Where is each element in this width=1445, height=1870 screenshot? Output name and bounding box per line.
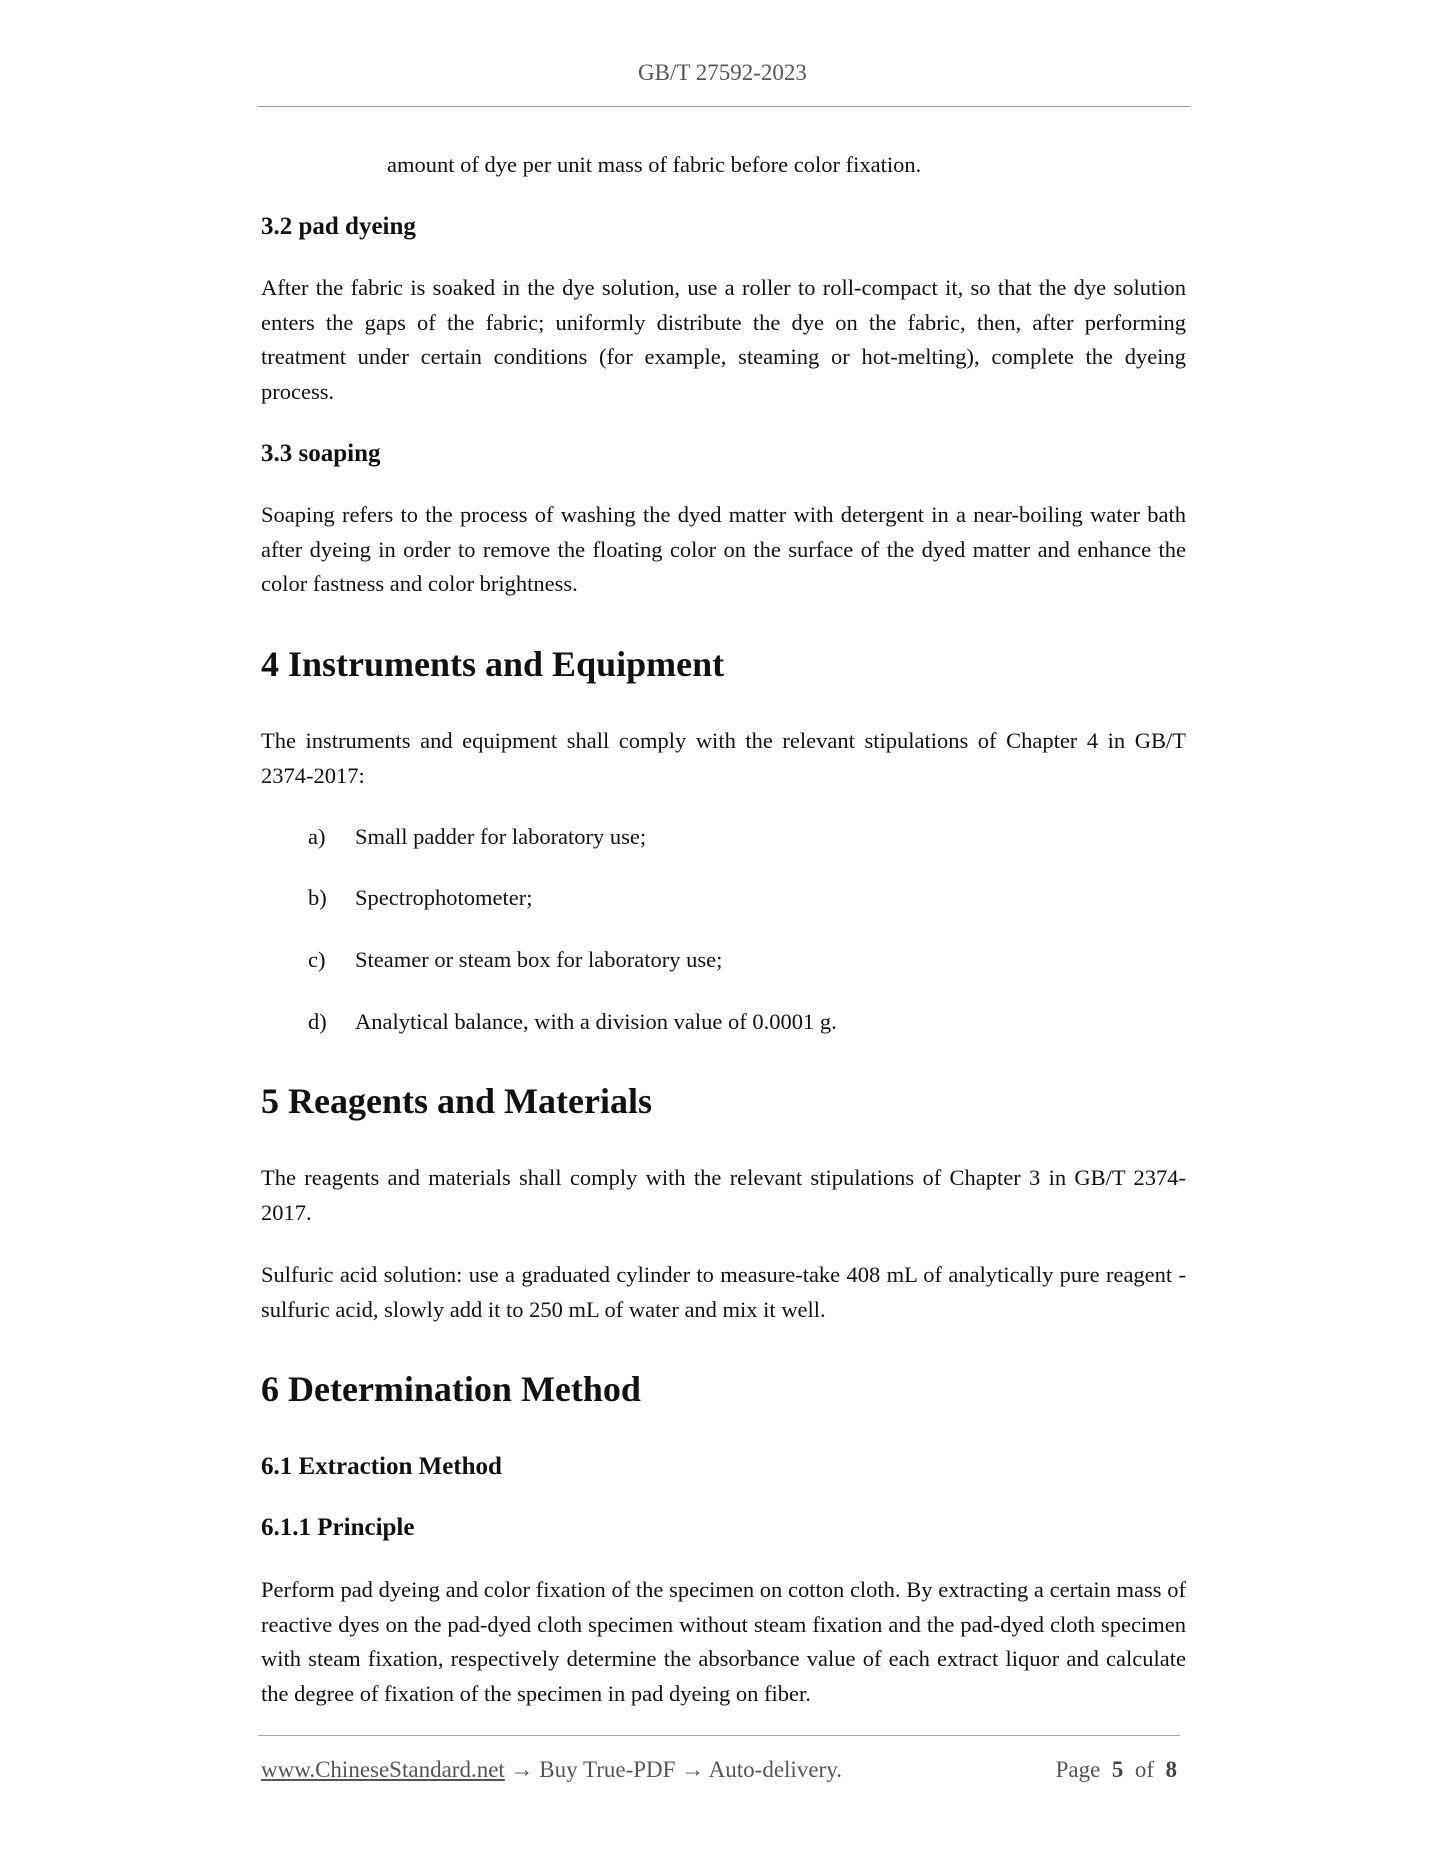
- list-label-b: b): [308, 885, 327, 910]
- page-total: 8: [1165, 1757, 1177, 1782]
- document-header: GB/T 27592-2023: [638, 60, 807, 85]
- arrow-right-icon: →: [681, 1757, 705, 1782]
- page-word: Page: [1055, 1757, 1101, 1782]
- section-4-text: The instruments and equipment shall comply with the relevant stipulations of Chapter 4 in GB/T 2374-2017:: [261, 728, 1186, 788]
- footer-delivery: Auto-delivery.: [708, 1757, 842, 1782]
- section-5-text-2: Sulfuric acid solution: use a graduated cylinder to measure-take 408 mL of analytically pure reagent - sulfuric acid, slowly add it to 250 mL of water and mix it well.: [261, 1262, 1186, 1322]
- of-word: of: [1134, 1757, 1154, 1782]
- section-5-heading: 5 Reagents and Materials: [261, 1081, 652, 1121]
- section-6-heading: 6 Determination Method: [261, 1369, 641, 1409]
- section-6-1-heading: 6.1 Extraction Method: [261, 1453, 502, 1480]
- list-item-d: Analytical balance, with a division value of 0.0001 g.: [355, 1009, 837, 1034]
- footer-divider: [258, 1735, 1180, 1736]
- section-5-text-1: The reagents and materials shall comply with the relevant stipulations of Chapter 3 in GB/T 2374-2017.: [261, 1165, 1186, 1225]
- section-6-1-1-heading: 6.1.1 Principle: [261, 1514, 415, 1541]
- list-label-a: a): [308, 824, 326, 849]
- list-item-a: Small padder for laboratory use;: [355, 824, 647, 849]
- footer-buy: Buy True-PDF: [539, 1757, 676, 1782]
- list-label-c: c): [308, 947, 326, 972]
- section-4-heading: 4 Instruments and Equipment: [261, 644, 725, 684]
- footer-link[interactable]: www.ChineseStandard.net: [261, 1757, 505, 1782]
- section-3-2-heading: 3.2 pad dyeing: [261, 213, 416, 240]
- section-6-1-1-text: Perform pad dyeing and color fixation of the specimen on cotton cloth. By extracting a certain mass of reactive dyes on the pad-dyed cloth specimen without steam fixation and the pad-dyed cloth specimen with steam fixation, respectively determine the absorbance value of each extract liquor and calculate the degree of fixation of the specimen in pad dyeing on fiber.: [261, 1577, 1186, 1706]
- footer-left: [261, 1756, 842, 1784]
- section-3-3-heading: 3.3 soaping: [261, 440, 381, 467]
- list-item-c: Steamer or steam box for laboratory use;: [355, 947, 723, 972]
- arrow-right-icon: →: [510, 1757, 534, 1782]
- section-3-2-text: After the fabric is soaked in the dye solution, use a roller to roll-compact it, so that the dye solution enters the gaps of the fabric; uniformly distribute the dye on the fabric, then, after performing treatment under certain conditions (for example, steaming or hot-melting), complete the dyeing process.: [261, 275, 1186, 404]
- continuation-text: amount of dye per unit mass of fabric before color fixation.: [387, 152, 922, 177]
- list-label-d: d): [308, 1009, 327, 1034]
- section-3-3-text: Soaping refers to the process of washing the dyed matter with detergent in a near-boiling water bath after dyeing in order to remove the floating color on the surface of the dyed matter and enhance the color fastness and color brightness.: [261, 502, 1186, 597]
- page-current: 5: [1111, 1757, 1124, 1782]
- page-indicator: [1056, 1756, 1177, 1784]
- header-divider: [258, 106, 1190, 107]
- list-item-b: Spectrophotometer;: [355, 885, 533, 910]
